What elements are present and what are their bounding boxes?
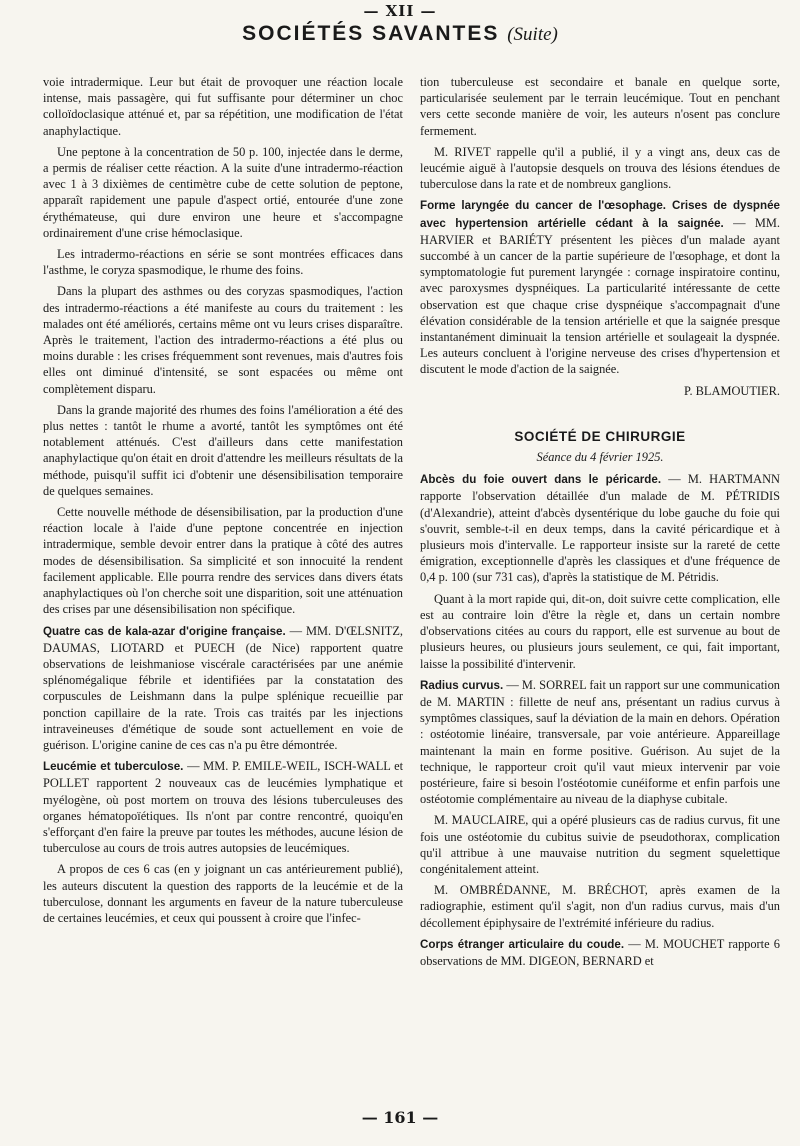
page-folio: — 161 —	[361, 1108, 439, 1127]
paragraph-text: Quant à la mort rapide qui, dit-on, doit suivre cette complication, elle est au contraire loin d'être la règle et, dans un certain nombre d'observations citées au cours du rapport, elle est survenue au bout de plusieurs heures, ou plusieurs jours seulement, ce qui, fait important, laisse la possibilité d'intervenir.	[420, 591, 780, 671]
paragraph-text: — M. SORREL fait un rapport sur une communication de M. MARTIN : fillette de neuf ans, présentant un radius curvus à symptômes classiques, sauf la déviation de la main en dehors. Opération : ostéotomie linéaire, transversale, par voie antérieure. Appareillage maintenant la main en forme positive. Guérison. Au sujet de la technique, le rapporteur croit qu'il vaut mieux intervenir par voie postérieure, faire si besoin l'ostéotomie cunéiforme et enfin parfois une ostéotomie complémentaire au niveau de la diaphyse cubitale.	[420, 677, 780, 807]
paragraph-text: — M. HARTMANN rapporte l'observation détaillée d'un malade de M. PÉTRIDIS (d'Alexandrie), atteint d'abcès dysentérique du lobe gauche du foie qui s'ouvrit, semble-t-il en deux temps, dans la cavité péricardique et à plusieurs mois d'intervalle. Le rapporteur insiste sur la rareté de cette émigration, exceptionnelle d'après les classiques et d'une fréquence de 0,4 p. 100 (sur 731 cas), d'après la statistique de M. Pétridis.	[420, 472, 780, 585]
paragraph	[420, 144, 780, 193]
paragraph	[43, 758, 403, 856]
paragraph-heading: Radius curvus.	[420, 678, 504, 692]
paragraph	[420, 197, 780, 377]
session-date: Séance du 4 février 1925.	[536, 450, 664, 465]
paragraph-text: Cette nouvelle méthode de désensibilisation, par la production d'une réaction locale à l'aide d'une peptone concentrée en injection intradermique, semble devoir entrer dans la pratique à côté des autres modes de désensibilisation. Sa simplicité et son innocuité la rendent facilement applicable. Elle pourra rendre des services dans divers états anaphylactiques où l'on cherche soit une disparition, soit une atténuation des crises par une désensibilisation non spécifique.	[43, 505, 403, 617]
paragraph	[43, 402, 403, 499]
paragraph-text: — M. MOUCHET rapporte 6 observations de MM. DIGEON, BERNARD et	[420, 936, 780, 968]
right-column	[420, 74, 780, 974]
title-suffix: (Suite)	[507, 24, 558, 45]
paragraph-heading: Abcès du foie ouvert dans le péricarde.	[420, 473, 662, 487]
right-column-bottom	[420, 471, 780, 969]
paragraph-heading: Quatre cas de kala-azar d'origine française.	[43, 624, 286, 638]
page-title	[0, 22, 800, 46]
paragraph-text: — MM. HARVIER et BARIÉTY présentent les pièces d'un malade ayant succombé à un cancer de la partie supérieure de l'œsophage, et dont la symptomatologie fut purement laryngée : cornage inspiratoire continu, avec paroxysmes dyspnéiques. La particularité intéressante de cette observation est que chaque crise dyspnéique s'accompagnait d'une élévation considérable de la tension artérielle et que la saignée presque instantanément diminuait la tension artérielle et soulageait la dyspnée. Les auteurs concluent à l'origine nerveuse des crises d'hypertension et discutent le mode d'action de la saignée.	[420, 215, 781, 377]
paragraph-text: — MM. P. EMILE-WEIL, ISCH-WALL et POLLET rapportent 2 nouveaux cas de leucémies lymphatique et myélogène, où post mortem on trouva des lésions tuberculeuses des organes hématopoïétiques. Ils n'ont par contre rencontré, quoiqu'en s'efforçant d'en faire la preuve par toutes les méthodes, aucune lésion de tuberculose au cours de trois autres autopsies de leucémiques.	[43, 759, 404, 856]
paragraph	[43, 623, 403, 754]
paragraph	[43, 861, 403, 926]
left-column	[43, 74, 403, 931]
paragraph-text: Une peptone à la concentration de 50 p. 100, injectée dans le derme, a permis de réaliser cette réaction. A la suite d'une intradermo-réaction avec 1 à 3 dixièmes de centimètre cube de cette solution de peptone, apparaît rapidement une papule d'aspect ortié, entourée d'une zone érythémateuse, qui dure environ une heure et s'accompagne ordinairement d'une crise hémoclasique.	[43, 144, 403, 240]
signature: P. BLAMOUTIER.	[683, 383, 780, 398]
running-head: — XII —	[363, 2, 437, 20]
paragraph	[420, 677, 780, 808]
right-column-top	[420, 74, 780, 378]
paragraph-text: Les intradermo-réactions en série se sont montrées efficaces dans l'asthme, le coryza spasmodique, le rhume des foins.	[43, 247, 403, 278]
paragraph	[43, 504, 403, 617]
paragraph-text: M. OMBRÉDANNE, M. BRÉCHOT, après examen de la radiographie, estiment qu'il s'agit, non d'un radius curvus, mais d'un décollement épiphysaire de l'extrémité inférieure du radius.	[420, 883, 780, 930]
paragraph	[420, 936, 780, 969]
paragraph-text: A propos de ces 6 cas (en y joignant un cas antérieurement publié), les auteurs discutent la question des rapports de la leucémie et de la tuberculose, donnant les arguments en faveur de la nature tuberculeuse de certaines leucémies, et ceux qui poussent à croire que l'infec-	[43, 862, 403, 925]
paragraph	[43, 246, 403, 278]
paragraph	[420, 74, 780, 139]
paragraph-heading: Leucémie et tuberculose.	[43, 760, 184, 774]
paragraph-text: tion tuberculeuse est secondaire et banale en quelque sorte, particularisée seulement par le terrain leucémique. Tout en penchant vers cette seconde manière de voir, les auteurs n'osent pas conclure fermement.	[420, 75, 780, 138]
paragraph-text: Dans la grande majorité des rhumes des foins l'amélioration a été des plus nettes : tantôt le rhume a avorté, tantôt les symptômes ont été notablement atténués. C'est d'ailleurs dans cette manifestation anaphylactique qu'on était en droit d'attendre les meilleurs résultats de la méthode, puisqu'il suffit ici d'obtenir une désensibilisation temporaire de quelques semaines.	[43, 402, 403, 498]
title-text: SOCIÉTÉS SAVANTES	[242, 22, 500, 45]
paragraph-text: M. RIVET rappelle qu'il a publié, il y a vingt ans, deux cas de leucémie aiguë à l'autopsie desquels on trouva des lésions étendues de tuberculose dans la rate et de nombreux ganglions.	[420, 144, 780, 192]
paragraph	[43, 144, 403, 241]
paragraph	[420, 812, 780, 877]
paragraph-text: Dans la plupart des asthmes ou des coryzas spasmodiques, l'action des intradermo-réactions a été manifeste au cours du traitement : les malades ont été améliorés, certains même ont vu leurs crises disparaître. Après le traitement, l'action des intradermo-réactions a été plus ou moins durable : les crises fréquemment sont revenues, mais d'autres fois elles ont diminué d'intensité, se sont espacées ou même ont complètement disparu.	[43, 284, 403, 396]
paragraph	[420, 591, 780, 672]
paragraph	[420, 471, 780, 585]
paragraph-text: voie intradermique. Leur but était de provoquer une réaction locale intense, mais passagère, qui fut suffisante pour déterminer un choc colloïdoclasique atténué et, par sa répétition, une modification de l'état anaphylactique.	[43, 75, 403, 138]
society-heading: SOCIÉTÉ DE CHIRURGIE	[514, 428, 686, 444]
paragraph	[420, 882, 780, 931]
paragraph-text: — MM. D'ŒLSNITZ, DAUMAS, LIOTARD et PUECH (de Nice) rapportent quatre observations de leishmaniose viscérale caractérisées par une anémie splénomégalique fébrile et identifiées par la constatation des corpuscules de Leishmann dans la pulpe splénique recueillie par ponction capillaire de la rate. Trois cas traités par les injections intraveineuses d'émétique de soude sont actuellement en voie de guérison. L'origine canine de ces cas n'a pu être démontrée.	[43, 623, 403, 752]
paragraph	[43, 74, 403, 139]
paragraph-heading: Corps étranger articulaire du coude.	[420, 937, 625, 951]
paragraph	[43, 283, 403, 396]
paragraph-text: M. MAUCLAIRE, qui a opéré plusieurs cas de radius curvus, fit une fois une ostéotomie du cubitus suivie de pseudothorax, complication qu'il attribue à une mauvaise nutrition du segment squelettique congénitalement atteint.	[420, 813, 780, 876]
paragraph-heading: Forme laryngée du cancer de l'œsophage. Crises de dyspnée avec hypertension artérielle cédant à la saignée.	[420, 199, 780, 230]
